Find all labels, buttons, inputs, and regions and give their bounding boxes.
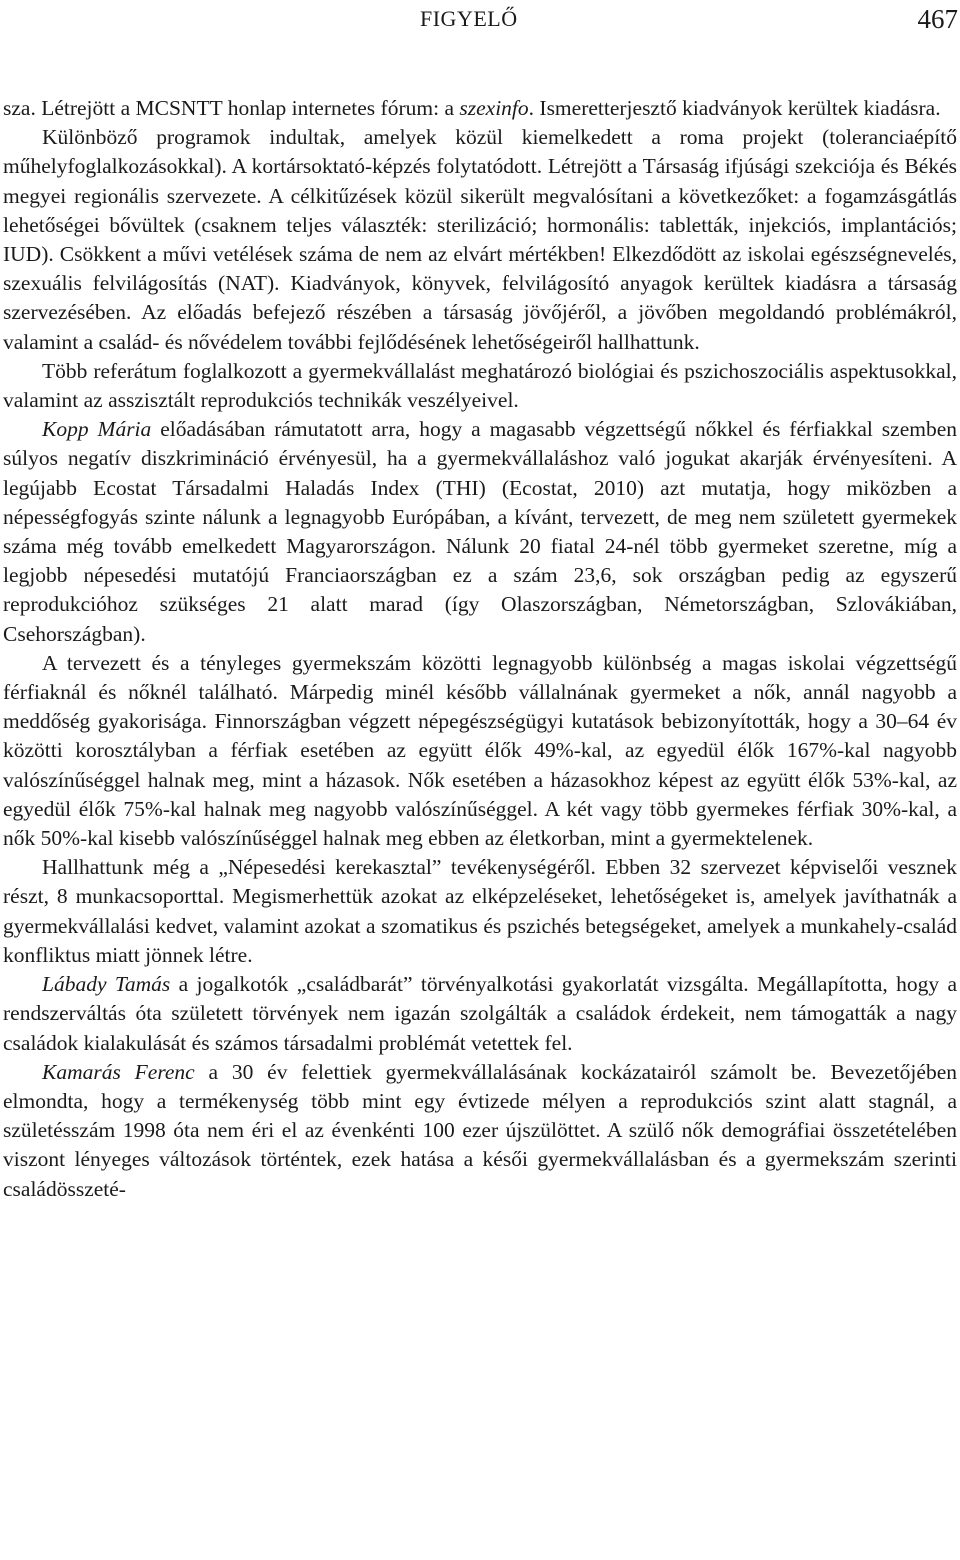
paragraph-text: előadásában rámutatott arra, hogy a magasabb végzettségű nőkkel és férfiakkal szemben súlyos negatív diszkrimináció érvényesül, ha a gyermekvállaláshoz való jogukat akarják érvényesíteni. A legújabb Ecostat Társadalmi Haladás Index (THI) (Ecostat, 2010) azt mutatja, hogy miközben a népességfogyás szinte nálunk a legnagyobb Európában, a kívánt, tervezett, de meg nem született gyermekek száma még tovább emelkedett Magyarországon. Nálunk 20 fiatal 24-nél több gyermeket szeretne, míg a legjobb népesedési mutatójú Franciaországban ez a szám 23,6, sok országban pedig az egyszerű reprodukcióhoz szükséges 21 alatt marad (így Olaszországban, Németországban, Szlovákiában, Csehországban). bbox=[3, 417, 957, 646]
paragraph-text: Több referátum foglalkozott a gyermekvállalást meghatározó biológiai és pszichoszociális aspektusokkal, valamint az asszisztált reprodukciós technikák veszélyeivel. bbox=[3, 358, 957, 413]
paragraph-text: Hallhattunk még a „Népesedési kerekasztal” tevékenységéről. Ebben 32 szervezet képviselői vesznek részt, 8 munkacsoporttal. Megismerhettük azokat az elképzeléseket, lehetőségeket is, amelyek javíthatnák a gyermekvállalási kedvet, valamint azokat a szomatikus és pszichés betegségeket, amelyek a munkahely-család konfliktus miatt jönnek létre. bbox=[3, 855, 957, 967]
running-title: FIGYELŐ bbox=[420, 6, 518, 31]
paragraph bbox=[3, 1058, 957, 1204]
page-number: 467 bbox=[917, 4, 958, 34]
paragraph bbox=[3, 970, 957, 1058]
paragraph-text: . Ismeretterjesztő kiadványok kerültek kiadásra. bbox=[528, 96, 941, 120]
paragraph bbox=[3, 853, 957, 970]
paragraph bbox=[3, 357, 957, 415]
author-name: Lábady Tamás bbox=[42, 972, 171, 997]
running-head bbox=[0, 2, 960, 42]
paragraph-text: A tervezett és a tényleges gyermekszám közötti legnagyobb különbség a magas iskolai végzettségű férfiaknál és nőknél található. Márpedig minél később vállalnának gyermeket a nők, annál nagyobb a meddőség gyakorisága. Finnországban végzett népegészségügyi kutatások bebizonyították, hogy a 30–64 év közötti korosztályban a férfiak esetében az együtt élők 49%-kal, az egyedül élők 167%-kal nagyobb valószínűséggel halnak meg, mint a házasok. Nők esetében a házasokhoz képest az együtt élők 53%-kal, az egyedül élők 75%-kal halnak meg nagyobb valószínűséggel. A két vagy több gyermekes férfiak 30%-kal, a nők 50%-kal kisebb valószínűséggel halnak meg ebben az életkorban, mint a gyermektelenek. bbox=[3, 650, 957, 851]
paragraph-text: a 30 év felettiek gyermekvállalásának kockázatairól számolt be. Bevezetőjében elmondta, hogy a termékenység több mint egy évtizede mélyen a reprodukciós szint alatt stagnál, a születésszám 1998 óta nem éri el az évenkénti 100 ezer újszülöttet. A szülő nők demográfiai összetételében viszont lényeges változások történtek, ezek hatása a késői gyermekvállalásban és a gyermekszám szerinti családösszeté- bbox=[3, 1059, 957, 1201]
body-text bbox=[3, 94, 957, 1204]
author-name: Kamarás Ferenc bbox=[42, 1059, 195, 1084]
paragraph-text: sza. Létrejött a MCSNTT honlap internetes fórum: a bbox=[3, 96, 460, 120]
paragraph bbox=[3, 94, 957, 123]
paragraph-text: Különböző programok indultak, amelyek közül kiemelkedett a roma projekt (toleranciaépítő műhelyfoglalkozásokkal). A kortársoktató-képzés folytatódott. Létrejött a Társaság ifjúsági szekciója és Békés megyei regionális szervezete. A célkitűzések közül sikerült megvalósítani a következőket: a fogamzásgátlás lehetőségei bővültek (csaknem teljes választék: sterilizáció; hormonális: tabletták, injekciós, implantációs; IUD). Csökkent a művi vetélések száma de nem az elvárt mértékben! Elkezdődött az iskolai egészségnevelés, szexuális felvilágosítás (NAT). Kiadványok, könyvek, felvilágosító anyagok kerültek kiadásra a társaság szervezésében. Az előadás befejező részében a társaság jövőjéről, a jövőben megoldandó problémákról, valamint a család- és nővédelem további fejlődésének lehetőségeiről hallhattunk. bbox=[3, 125, 957, 354]
paragraph-text: a jogalkotók „családbarát” törvényalkotási gyakorlatát vizsgálta. Megállapította, hogy a rendszerváltás óta született törvények nem igazán szolgálták a családok érdekeit, nem támogatták a nagy családok kialakulását és számos társadalmi problémát vetettek fel. bbox=[3, 972, 957, 1055]
author-name: szexinfo bbox=[459, 96, 529, 120]
paragraph bbox=[3, 123, 957, 357]
author-name: Kopp Mária bbox=[42, 417, 152, 442]
paragraph bbox=[3, 649, 957, 853]
paragraph bbox=[3, 415, 957, 649]
